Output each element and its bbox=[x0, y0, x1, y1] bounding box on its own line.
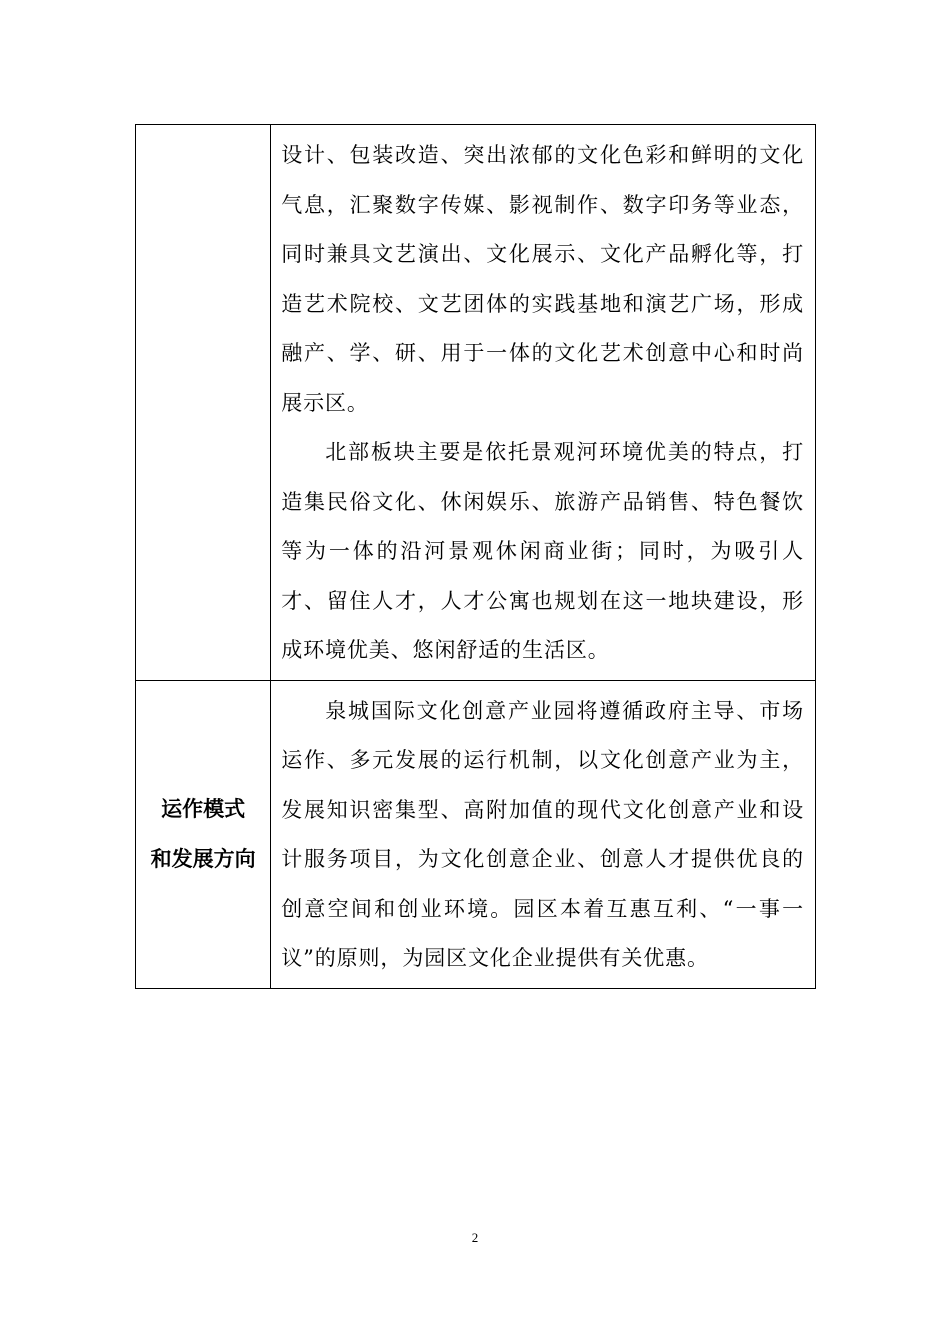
paragraph: 设计、包装改造、突出浓郁的文化色彩和鲜明的文化气息，汇聚数字传媒、影视制作、数字印务等业态，同时兼具文艺演出、文化展示、文化产品孵化等，打造艺术院校、文艺团体的实践基地和演艺广场，形成融产、学、研、用于一体的文化艺术创意中心和时尚展示区。 bbox=[281, 143, 804, 415]
row-label-cell bbox=[136, 680, 271, 988]
paragraph: 北部板块主要是依托景观河环境优美的特点，打造集民俗文化、休闲娱乐、旅游产品销售、特色餐饮等为一体的沿河景观休闲商业街；同时，为吸引人才、留住人才，人才公寓也规划在这一地块建设，形成环境优美、悠闲舒适的生活区。 bbox=[281, 440, 804, 662]
row-content-cell bbox=[271, 125, 816, 681]
content-table bbox=[135, 124, 816, 989]
table-row bbox=[136, 125, 816, 681]
table-row bbox=[136, 680, 816, 988]
row-label-line: 和发展方向 bbox=[150, 847, 256, 871]
paragraph: 泉城国际文化创意产业园将遵循政府主导、市场运作、多元发展的运行机制，以文化创意产业为主，发展知识密集型、高附加值的现代文化创意产业和设计服务项目，为文化创意企业、创意人才提供优良的创意空间和创业环境。园区本着互惠互利、“一事一议”的原则，为园区文化企业提供有关优惠。 bbox=[281, 698, 804, 970]
page-number: 2 bbox=[471, 1230, 479, 1245]
row-label-cell bbox=[136, 125, 271, 681]
row-content-cell bbox=[271, 680, 816, 988]
row-label-line: 运作模式 bbox=[161, 797, 246, 821]
